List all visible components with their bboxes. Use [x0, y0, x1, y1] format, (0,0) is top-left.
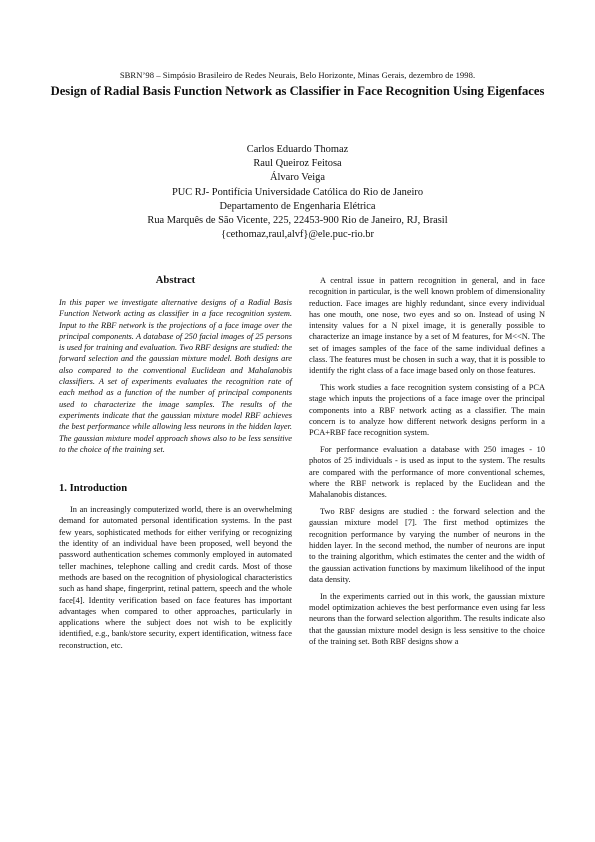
paper-title: Design of Radial Basis Function Network as Classifier in Face Recognition Using Eigenfaces [50, 84, 545, 98]
author-email: {cethomaz,raul,alvf}@ele.puc-rio.br [221, 229, 374, 241]
body-paragraph: For performance evaluation a database with 250 images - 10 photos of 25 individuals - is used as input to the system. The results are compared with the performance of more conventional schemes, where the RBF network is replaced by the Euclidean and the Mahalanobis distances. [309, 445, 545, 500]
author-block [0, 143, 595, 242]
abstract-heading: Abstract [155, 275, 196, 286]
conference-header: SBRN’98 – Simpósio Brasileiro de Redes Neurais, Belo Horizonte, Minas Gerais, dezembro de 1998. [119, 70, 476, 80]
author-name: Raul Queiroz Feitosa [253, 158, 342, 170]
body-paragraph: This work studies a face recognition system consisting of a PCA stage which inputs the projections of a face image over the principal components into a RBF network acting as a classifier. The main concern is to analyze how different network designs perform in a PCA+RBF face recognition system. [309, 383, 545, 438]
introduction-paragraph: In an increasingly computerized world, there is an overwhelming demand for automated personal identification systems. In the past few years, sophisticated methods for either verifying or recognizing the identity of an individual have been proposed, well beyond the password authentication schemes commonly employed in automated teller machines, telephone calling and credit cards. Most of those methods are based on the recognition of physiological characteristics such as hand shape, fingerprint, retinal pattern, speech and the whole face[4]. Identity verification based on face features has important advantages when compared to other approaches, particularly in applications where the subject does not wish to be explicitly identified, e.g., bank/store security, expert identification, witness face reconstruction, etc. [59, 505, 292, 650]
author-name: Carlos Eduardo Thomaz [246, 144, 349, 155]
author-address: Rua Marquês de São Vicente, 225, 22453-900 Rio de Janeiro, RJ, Brasil [147, 215, 448, 227]
author-department: Departamento de Engenharia Elétrica [219, 200, 376, 212]
introduction-heading: 1. Introduction [59, 483, 128, 495]
body-paragraph: A central issue in pattern recognition in general, and in face recognition in particular, is the well known problem of dimensionality reduction. Face images are highly redundant, since every individual has one mouth, one nose, two eyes and so on. Instead of using N intensity values for a N pixel image, it is generally possible to characterize an image instance by a set of M features, for M<<N. The set of images samples of the face of the same individual defines a class. The features must be chosen in such a way, that it is possible to identify the right class of a face image based only on those features. [309, 276, 545, 376]
author-institution: PUC RJ- Pontifícia Universidade Católica do Rio de Janeiro [171, 186, 424, 198]
body-paragraph: Two RBF designs are studied : the forward selection and the gaussian mixture model [7]. The first method optimizes the recognition performance by varying the number of neurons in the hidden layer. In the second method, the number of neurons are input to the training algorithm, which estimates the center and the width of the gaussian activation functions by maximum likelihood of the input data density. [309, 507, 545, 584]
right-column [309, 275, 545, 653]
body-paragraph: In the experiments carried out in this work, the gaussian mixture model optimization achieves the best performance even using far less neurons than the forward selection algorithm. The results indicate also that the gaussian mixture model design is less sensitive to the choice of the training set. Both RBF designs show a [309, 591, 545, 646]
abstract-text: In this paper we investigate alternative designs of a Radial Basis Function Network acting as classifier in a face recognition system. Input to the RBF network is the projections of a face image over the principal components. A database of 250 facial images of 25 persons is used for training and evaluation. Two RBF designs are studied: the forward selection and the gaussian mixture model. Both designs are also compared to the conventional Euclidean and Mahalanobis classifiers. A set of experiments evaluates the recognition rate of each method as a function of the number of principal components used to characterize the image samples. The results of the experiments indicate that the gaussian mixture model RBF achieves the best performance while allowing less neurons in the hidden layer. The gaussian mixture model approach shows also to be less sensitive to the choice of the training set. [59, 298, 292, 454]
left-column [59, 275, 292, 656]
author-name: Álvaro Veiga [270, 172, 325, 184]
